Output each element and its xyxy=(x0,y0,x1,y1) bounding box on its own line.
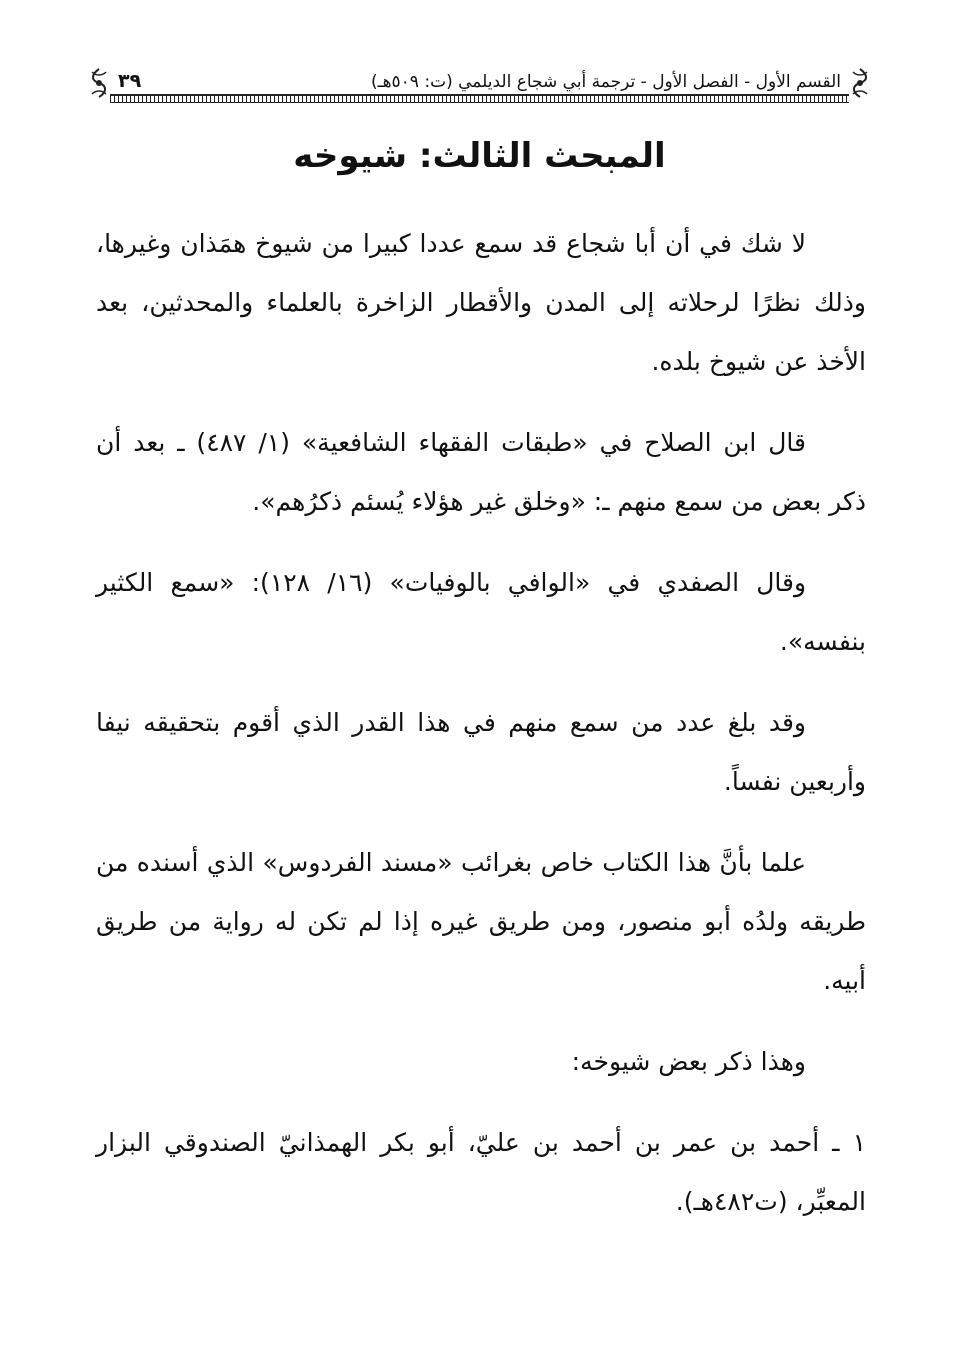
header-divider xyxy=(110,94,849,103)
section-title: المبحث الثالث: شيوخه xyxy=(293,136,666,176)
page-number: ٣٩ xyxy=(118,70,142,92)
list-item: ١ ـ أحمد بن عمر بن أحمد بن عليّ، أبو بكر الهمذانيّ الصندوقي البزار المعبِّر، (ت٤٨٢هـ). xyxy=(96,1128,866,1216)
paragraph-intro: لا شك في أن أبا شجاع قد سمع عددا كبيرا من شيوخ همَذان وغيرها، وذلك نظرًا لرحلاته إلى المدن والأقطار الزاخرة بالعلماء والمحدثين، بعد الأخذ عن شيوخ بلده. xyxy=(96,229,866,376)
body-text xyxy=(96,214,866,1253)
paragraph-list-intro: وهذا ذكر بعض شيوخه: xyxy=(571,1047,806,1076)
running-header xyxy=(92,66,867,100)
paragraph-safadi-quote: وقال الصفدي في «الوافي بالوفيات» (١٦/ ١٢٨): «سمع الكثير بنفسه». xyxy=(96,568,866,656)
paragraph-ibn-salah-quote: قال ابن الصلاح في «طبقات الفقهاء الشافعية» (١/ ٤٨٧) ـ بعد أن ذكر بعض من سمع منهم ـ: «وخلق غير هؤلاء يُسئم ذكرُهم». xyxy=(96,428,866,516)
paragraph-count: وقد بلغ عدد من سمع منهم في هذا القدر الذي أقوم بتحقيقه نيفا وأربعين نفساً. xyxy=(96,708,866,796)
paragraph-book-note: علما بأنَّ هذا الكتاب خاص بغرائب «مسند الفردوس» الذي أسنده من طريقه ولدُه أبو منصور، ومن طريق غيره إذا لم تكن له رواية من طريق أبيه. xyxy=(96,848,866,995)
ornament-left-icon xyxy=(86,66,112,100)
ornament-right-icon xyxy=(847,66,873,100)
running-title: القسم الأول - الفصل الأول - ترجمة أبي شجاع الديلمي (ت: ٥٠٩هـ) xyxy=(370,72,841,92)
